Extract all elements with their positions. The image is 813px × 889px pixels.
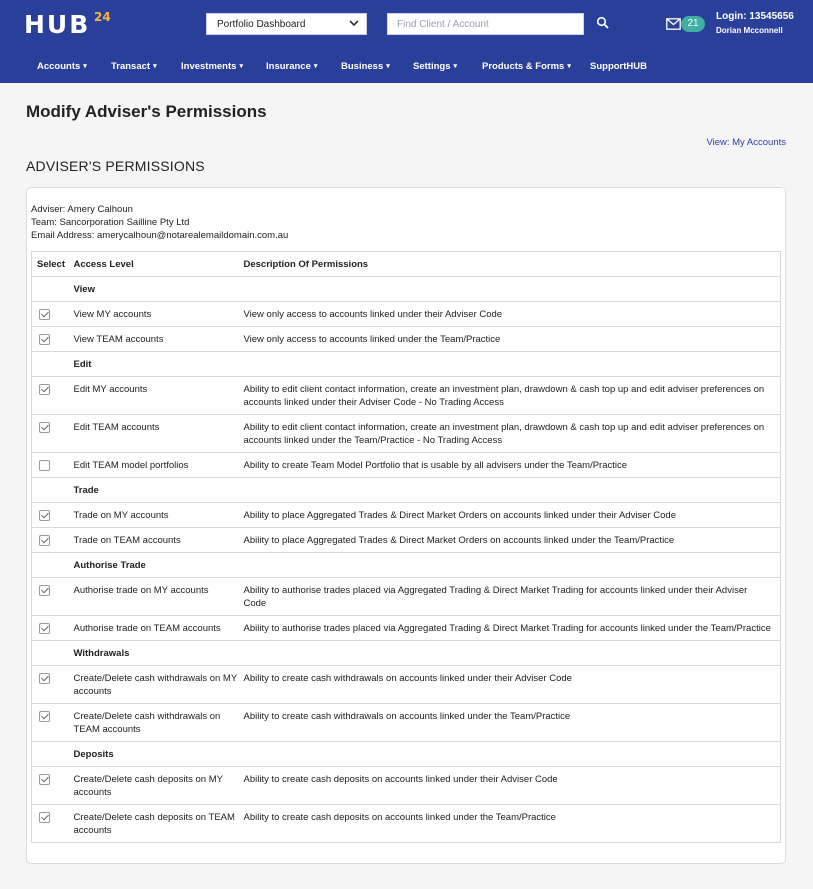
caret-down-icon: ▾ xyxy=(83,63,87,70)
permission-description-cell: Ability to create cash deposits on accounts linked under the Team/Practice xyxy=(244,805,781,843)
select-cell xyxy=(32,767,74,805)
dashboard-select-value: Portfolio Dashboard xyxy=(217,19,306,30)
permission-checkbox[interactable] xyxy=(39,774,50,785)
column-header-select: Select xyxy=(32,252,74,277)
access-level-cell: Create/Delete cash deposits on TEAM accounts xyxy=(74,805,244,843)
select-cell xyxy=(32,616,74,641)
permission-row xyxy=(32,503,781,528)
logo-superscript: 24 xyxy=(94,10,111,24)
column-header-description: Description Of Permissions xyxy=(244,252,781,277)
permission-checkbox[interactable] xyxy=(39,384,50,395)
client-search-input[interactable] xyxy=(387,13,584,35)
select-cell xyxy=(32,503,74,528)
top-header xyxy=(0,0,813,83)
nav-accounts[interactable] xyxy=(37,61,87,72)
permission-description-cell: Ability to edit client contact information, create an investment plan, drawdown & cash top up and edit adviser preferences on accounts linked under the Team/Practice - No Trading Access xyxy=(244,415,781,453)
select-cell xyxy=(32,302,74,327)
empty-cell xyxy=(32,352,74,377)
permission-checkbox[interactable] xyxy=(39,535,50,546)
access-level-cell: Create/Delete cash withdrawals on MY accounts xyxy=(74,666,244,704)
nav-label: SupportHUB xyxy=(590,61,647,72)
section-title: ADVISER'S PERMISSIONS xyxy=(26,158,205,174)
permission-group-label: Edit xyxy=(74,352,244,377)
permission-checkbox[interactable] xyxy=(39,460,50,471)
select-cell xyxy=(32,805,74,843)
permission-row xyxy=(32,302,781,327)
permission-description-cell: Ability to place Aggregated Trades & Direct Market Orders on accounts linked under their Adviser Code xyxy=(244,503,781,528)
permission-checkbox[interactable] xyxy=(39,309,50,320)
permission-checkbox[interactable] xyxy=(39,422,50,433)
permission-checkbox[interactable] xyxy=(39,673,50,684)
hub24-logo[interactable] xyxy=(24,10,111,39)
empty-cell xyxy=(244,553,781,578)
permission-group-row xyxy=(32,641,781,666)
permission-checkbox[interactable] xyxy=(39,334,50,345)
permission-row xyxy=(32,704,781,742)
nav-label: Transact xyxy=(111,61,151,72)
permission-description-cell: Ability to create cash withdrawals on accounts linked under the Team/Practice xyxy=(244,704,781,742)
select-cell xyxy=(32,415,74,453)
access-level-cell: Authorise trade on MY accounts xyxy=(74,578,244,616)
nav-transact[interactable] xyxy=(111,61,157,72)
permission-row xyxy=(32,327,781,352)
permission-group-row xyxy=(32,742,781,767)
access-level-cell: View TEAM accounts xyxy=(74,327,244,352)
view-my-accounts-link[interactable]: View: My Accounts xyxy=(706,137,786,148)
permission-checkbox[interactable] xyxy=(39,711,50,722)
nav-business[interactable] xyxy=(341,61,390,72)
empty-cell xyxy=(32,641,74,666)
dashboard-select[interactable] xyxy=(206,13,367,35)
permission-checkbox[interactable] xyxy=(39,585,50,596)
caret-down-icon: ▾ xyxy=(453,63,457,70)
permission-group-row xyxy=(32,478,781,503)
nav-label: Settings xyxy=(413,61,451,72)
column-header-access-level: Access Level xyxy=(74,252,244,277)
permission-group-label: Deposits xyxy=(74,742,244,767)
nav-supporthub[interactable] xyxy=(590,61,647,72)
permissions-card xyxy=(26,187,786,864)
select-cell xyxy=(32,327,74,352)
permission-row xyxy=(32,666,781,704)
access-level-cell: Trade on MY accounts xyxy=(74,503,244,528)
nav-label: Insurance xyxy=(266,61,311,72)
permission-group-row xyxy=(32,277,781,302)
caret-down-icon: ▾ xyxy=(386,63,390,70)
empty-cell xyxy=(244,277,781,302)
empty-cell xyxy=(244,641,781,666)
nav-investments[interactable] xyxy=(181,61,243,72)
empty-cell xyxy=(244,478,781,503)
permission-description-cell: Ability to edit client contact information, create an investment plan, drawdown & cash top up and edit adviser preferences on accounts linked under their Adviser Code - No Trading Access xyxy=(244,377,781,415)
logo-text: HUB xyxy=(24,10,91,39)
permissions-table-body xyxy=(32,277,781,843)
select-cell xyxy=(32,578,74,616)
caret-down-icon: ▾ xyxy=(239,63,243,70)
adviser-email: Email Address: amerycalhoun@notarealemaildomain.com.au xyxy=(31,230,289,241)
empty-cell xyxy=(32,742,74,767)
caret-down-icon: ▾ xyxy=(313,63,318,70)
nav-label: Accounts xyxy=(37,61,81,72)
permission-row xyxy=(32,767,781,805)
access-level-cell: Edit TEAM model portfolios xyxy=(74,453,244,478)
access-level-cell: Authorise trade on TEAM accounts xyxy=(74,616,244,641)
permissions-table xyxy=(31,251,781,843)
permission-row xyxy=(32,453,781,478)
empty-cell xyxy=(244,742,781,767)
adviser-team: Team: Sancorporation Sailline Pty Ltd xyxy=(31,217,190,228)
empty-cell xyxy=(32,553,74,578)
access-level-cell: Edit MY accounts xyxy=(74,377,244,415)
main-nav xyxy=(0,55,813,77)
permission-description-cell: Ability to create cash deposits on accounts linked under their Adviser Code xyxy=(244,767,781,805)
permission-description-cell: Ability to create cash withdrawals on accounts linked under their Adviser Code xyxy=(244,666,781,704)
permission-group-label: Trade xyxy=(74,478,244,503)
permission-description-cell: Ability to place Aggregated Trades & Direct Market Orders on accounts linked under the Team/Practice xyxy=(244,528,781,553)
access-level-cell: Create/Delete cash deposits on MY accounts xyxy=(74,767,244,805)
select-cell xyxy=(32,453,74,478)
search-icon[interactable] xyxy=(596,16,610,30)
select-cell xyxy=(32,377,74,415)
permission-description-cell: Ability to authorise trades placed via Aggregated Trading & Direct Market Trading for accounts linked under the Team/Practice xyxy=(244,616,781,641)
caret-down-icon: ▾ xyxy=(153,63,157,70)
permission-row xyxy=(32,578,781,616)
permission-row xyxy=(32,616,781,641)
page-title: Modify Adviser's Permissions xyxy=(26,102,267,121)
mail-icon[interactable] xyxy=(666,18,681,30)
permission-row xyxy=(32,377,781,415)
nav-label: Investments xyxy=(181,61,237,72)
permission-row xyxy=(32,415,781,453)
select-cell xyxy=(32,666,74,704)
permission-checkbox[interactable] xyxy=(39,510,50,521)
permission-group-label: Authorise Trade xyxy=(74,553,244,578)
access-level-cell: View MY accounts xyxy=(74,302,244,327)
nav-products-forms[interactable] xyxy=(482,61,571,72)
access-level-cell: Trade on TEAM accounts xyxy=(74,528,244,553)
user-name[interactable]: Dorian Mcconnell xyxy=(716,26,783,35)
nav-label: Products & Forms xyxy=(482,61,565,72)
access-level-cell: Create/Delete cash withdrawals on TEAM accounts xyxy=(74,704,244,742)
permission-row xyxy=(32,528,781,553)
nav-insurance[interactable] xyxy=(266,61,317,72)
chevron-down-icon xyxy=(348,17,360,29)
empty-cell xyxy=(32,277,74,302)
permission-checkbox[interactable] xyxy=(39,812,50,823)
login-id: Login: 13545656 xyxy=(716,11,794,22)
select-cell xyxy=(32,528,74,553)
permission-description-cell: View only access to accounts linked under their Adviser Code xyxy=(244,302,781,327)
empty-cell xyxy=(244,352,781,377)
permission-description-cell: View only access to accounts linked under the Team/Practice xyxy=(244,327,781,352)
permission-group-label: View xyxy=(74,277,244,302)
caret-down-icon: ▾ xyxy=(567,63,571,70)
permission-checkbox[interactable] xyxy=(39,623,50,634)
mail-count-badge[interactable]: 21 xyxy=(681,16,705,32)
permission-group-row xyxy=(32,553,781,578)
permission-row xyxy=(32,805,781,843)
nav-label: Business xyxy=(341,61,384,72)
permission-group-row xyxy=(32,352,781,377)
permission-description-cell: Ability to authorise trades placed via Aggregated Trading & Direct Market Trading for accounts linked under their Adviser Code xyxy=(244,578,781,616)
permission-description-cell: Ability to create Team Model Portfolio that is usable by all advisers under the Team/Practice xyxy=(244,453,781,478)
nav-settings[interactable] xyxy=(413,61,457,72)
permission-group-label: Withdrawals xyxy=(74,641,244,666)
access-level-cell: Edit TEAM accounts xyxy=(74,415,244,453)
adviser-name: Adviser: Amery Calhoun xyxy=(31,204,133,215)
select-cell xyxy=(32,704,74,742)
empty-cell xyxy=(32,478,74,503)
